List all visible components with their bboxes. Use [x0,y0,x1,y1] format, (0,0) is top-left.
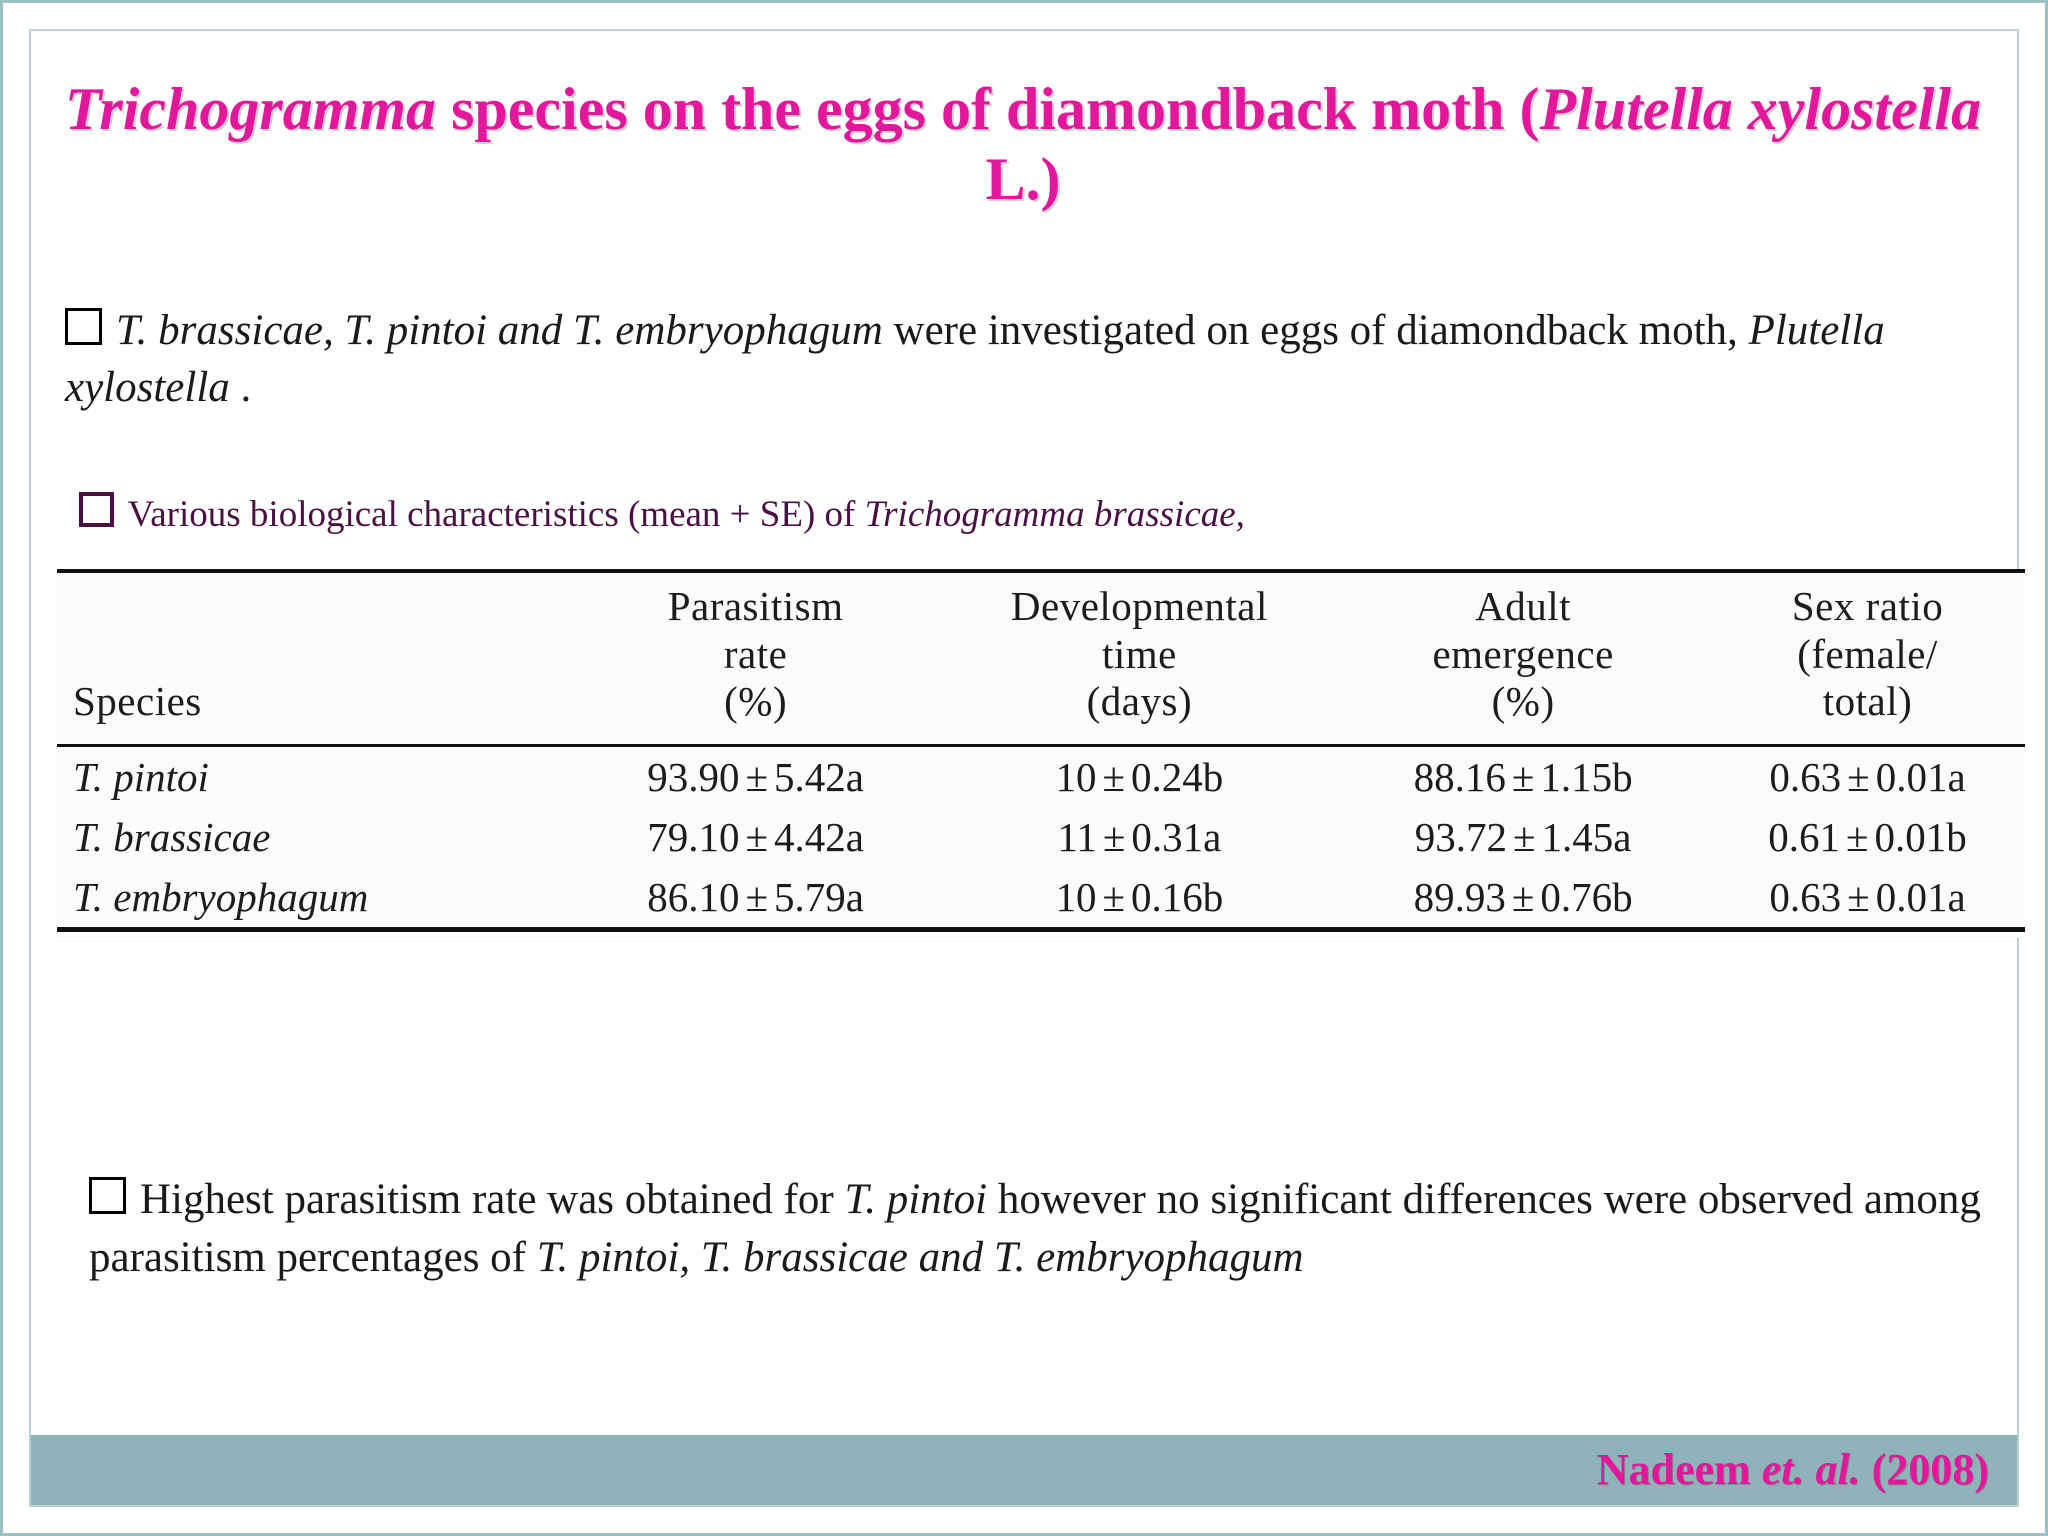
table-header-row [57,571,2025,744]
col2-line3: (%) [724,678,788,725]
cell-sex-ratio [1710,745,2025,807]
col5-line2: (female/ [1797,630,1938,677]
value-mean: 88.16 [1413,753,1506,800]
value-mean: 10 [1055,753,1097,800]
table-header [57,571,2025,745]
value-se: 0.01a [1875,873,1966,920]
column-header-species [57,571,569,744]
title-species: Plutella xylostella [1539,76,1982,142]
table-body [57,745,2025,927]
plus-minus-icon: ± [1102,813,1126,860]
bullet-item-2 [79,491,1999,539]
cell-adult-emergence [1336,867,1710,927]
column-header-developmental-time [943,571,1337,744]
value-se: 1.15b [1540,753,1633,800]
plus-minus-icon: ± [745,813,769,860]
plus-minus-icon: ± [1847,753,1870,800]
plus-minus-icon: ± [1846,813,1869,860]
plus-minus-icon: ± [1511,873,1535,920]
value-se: 5.79a [774,873,864,920]
table-bottom-rule [57,927,2025,938]
column-header-adult-emergence [1336,571,1710,744]
bullet3-text-b: however no significant differences were observed among parasitism percentages of [89,1176,1981,1282]
cell-species: T. pintoi [73,753,209,800]
value-se: 0.16b [1131,873,1224,920]
col2-line1: Parasitism [667,583,844,629]
cell-parasitism-rate [569,867,943,927]
col2-line2: rate [723,630,788,677]
plus-minus-icon: ± [745,753,769,800]
square-bullet-icon [89,1177,126,1214]
value-se: 0.76b [1540,873,1633,920]
col3-line1: Developmental [1010,583,1268,629]
title-text-end: L.) [985,145,1061,212]
table-row [57,807,2025,867]
cell-developmental-time [943,745,1337,807]
col5-line3: total) [1822,678,1913,725]
title-genus: Trichogramma [64,76,437,142]
page-title [63,75,1983,214]
col4-line1: Adult [1475,583,1572,629]
column-header-species-line1: Species [73,678,202,725]
cell-adult-emergence [1336,745,1710,807]
value-mean: 79.10 [647,813,740,860]
cell-parasitism-rate [569,807,943,867]
citation-author: Nadeem [1596,1445,1762,1494]
column-header-parasitism-rate [569,571,943,744]
table-row [57,867,2025,927]
plus-minus-icon: ± [1102,873,1125,920]
bullet-item-3 [89,1171,1989,1288]
square-bullet-icon [79,492,114,527]
bullet1-italic-lead: T. brassicae, T. pintoi and T. embryophagum [115,307,883,354]
value-mean: 0.63 [1769,753,1842,800]
plus-minus-icon: ± [1847,873,1870,920]
bullet3-text-a: Highest parasitism rate was obtained for [139,1176,845,1223]
citation-etal: et. al. [1761,1445,1861,1494]
square-bullet-icon [65,308,102,345]
plus-minus-icon: ± [1511,753,1535,800]
value-mean: 93.72 [1414,813,1508,860]
cell-adult-emergence [1336,807,1710,867]
value-se: 4.42a [774,813,864,860]
plus-minus-icon: ± [1513,813,1536,860]
value-se: 1.45a [1541,813,1632,860]
value-mean: 0.63 [1769,873,1842,920]
cell-sex-ratio [1710,807,2025,867]
bullet1-text-mid: were investigated on eggs of diamondback moth, [882,307,1749,354]
cell-developmental-time [943,867,1337,927]
value-mean: 86.10 [647,873,740,920]
value-mean: 0.61 [1768,813,1841,860]
bullet-item-1 [65,303,1995,417]
value-se: 0.31a [1131,813,1222,860]
cell-developmental-time [943,807,1337,867]
value-se: 0.01b [1874,813,1967,860]
value-se: 0.24b [1131,753,1224,800]
col3-line2: time [1101,630,1177,677]
results-table [57,569,2025,938]
cell-species: T. brassicae [73,813,271,860]
col5-line1: Sex ratio [1791,583,1944,629]
citation-year: (2008) [1860,1445,1989,1494]
bullet3-italic-a: T. pintoi [844,1176,988,1223]
col4-line2: emergence [1432,630,1614,677]
value-mean: 93.90 [647,753,740,800]
value-se: 5.42a [774,753,864,800]
cell-species: T. embryophagum [73,873,369,920]
bullet3-italic-b: T. pintoi, T. brassicae and T. embryophagum [536,1234,1304,1282]
value-se: 0.01a [1875,753,1966,800]
column-header-sex-ratio [1710,571,2025,744]
value-mean: 10 [1055,873,1097,920]
plus-minus-icon: ± [1102,753,1125,800]
title-text-mid: species on the eggs of diamondback moth ( [436,76,1540,142]
col3-line3: (days) [1086,678,1193,725]
footer-citation [1597,1444,1989,1495]
cell-parasitism-rate [569,745,943,807]
value-mean: 11 [1057,813,1097,860]
biological-characteristics-table [57,569,2025,927]
plus-minus-icon: ± [745,873,769,920]
col4-line3: (%) [1491,678,1555,725]
bullet2-text-lead: Various biological characteristics (mean + SE) of [127,494,865,535]
cell-sex-ratio [1710,867,2025,927]
bullet2-italic-tail: Trichogramma brassicae, [864,494,1245,535]
table-row [57,745,2025,807]
value-mean: 89.93 [1413,873,1506,920]
bullet1-text-end: . [229,363,252,411]
bullet1-italic-tail: Plutella xylostella [65,307,1885,411]
